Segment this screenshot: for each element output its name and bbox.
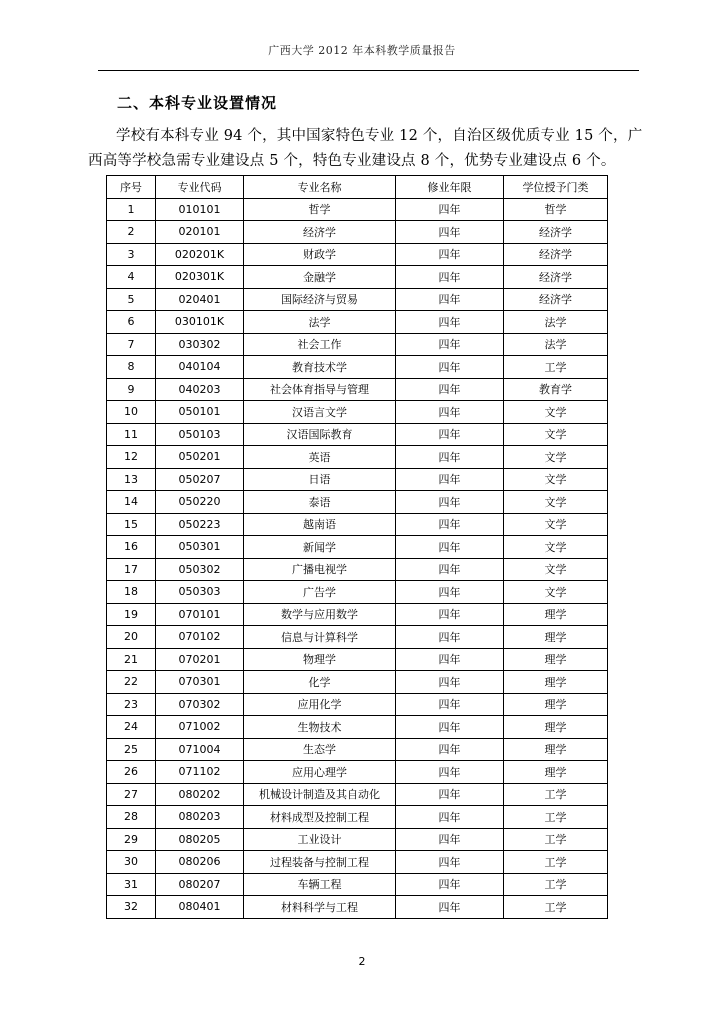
cell-duration: 四年 [396,761,504,784]
table-row [107,468,608,491]
cell-major-name: 泰语 [244,491,396,514]
cell-degree-category: 理学 [504,603,608,626]
cell-degree-category: 理学 [504,626,608,649]
cell-code: 070101 [156,603,244,626]
table-row [107,648,608,671]
cell-major-name: 英语 [244,446,396,469]
cell-duration: 四年 [396,738,504,761]
cell-index: 2 [107,221,156,244]
cell-major-name: 法学 [244,311,396,334]
cell-code: 020401 [156,288,244,311]
cell-degree-category: 经济学 [504,221,608,244]
cell-major-name: 国际经济与贸易 [244,288,396,311]
cell-code: 050101 [156,401,244,424]
cell-duration: 四年 [396,806,504,829]
cell-index: 8 [107,356,156,379]
cell-index: 3 [107,243,156,266]
table-row [107,446,608,469]
cell-duration: 四年 [396,513,504,536]
table-row [107,671,608,694]
cell-index: 15 [107,513,156,536]
cell-major-name: 新闻学 [244,536,396,559]
cell-index: 12 [107,446,156,469]
cell-index: 25 [107,738,156,761]
cell-index: 6 [107,311,156,334]
table-row [107,851,608,874]
cell-degree-category: 理学 [504,693,608,716]
cell-index: 13 [107,468,156,491]
cell-code: 080202 [156,783,244,806]
cell-duration: 四年 [396,896,504,919]
cell-duration: 四年 [396,311,504,334]
table-row [107,828,608,851]
cell-major-name: 经济学 [244,221,396,244]
cell-major-name: 教育技术学 [244,356,396,379]
page-header: 广西大学 2012 年本科教学质量报告 [268,44,456,57]
table-row [107,356,608,379]
cell-index: 11 [107,423,156,446]
cell-code: 050103 [156,423,244,446]
page-number: 2 [358,955,366,968]
cell-index: 5 [107,288,156,311]
cell-major-name: 财政学 [244,243,396,266]
cell-index: 32 [107,896,156,919]
cell-duration: 四年 [396,873,504,896]
table-row [107,221,608,244]
table-row [107,333,608,356]
cell-major-name: 社会体育指导与管理 [244,378,396,401]
cell-index: 21 [107,648,156,671]
cell-duration: 四年 [396,198,504,221]
cell-major-name: 哲学 [244,198,396,221]
cell-degree-category: 文学 [504,401,608,424]
cell-major-name: 应用心理学 [244,761,396,784]
cell-code: 050303 [156,581,244,604]
cell-degree-category: 文学 [504,513,608,536]
cell-major-name: 数学与应用数学 [244,603,396,626]
cell-duration: 四年 [396,783,504,806]
cell-major-name: 生态学 [244,738,396,761]
cell-index: 7 [107,333,156,356]
cell-code: 070302 [156,693,244,716]
cell-duration: 四年 [396,266,504,289]
cell-duration: 四年 [396,243,504,266]
table-row [107,581,608,604]
cell-degree-category: 文学 [504,581,608,604]
cell-code: 071002 [156,716,244,739]
cell-code: 080207 [156,873,244,896]
cell-degree-category: 教育学 [504,378,608,401]
cell-duration: 四年 [396,536,504,559]
cell-degree-category: 文学 [504,491,608,514]
cell-major-name: 车辆工程 [244,873,396,896]
cell-degree-category: 文学 [504,423,608,446]
cell-degree-category: 工学 [504,851,608,874]
cell-degree-category: 文学 [504,558,608,581]
cell-duration: 四年 [396,581,504,604]
cell-major-name: 生物技术 [244,716,396,739]
cell-code: 070301 [156,671,244,694]
cell-code: 080203 [156,806,244,829]
table-row [107,873,608,896]
cell-code: 040203 [156,378,244,401]
cell-code: 010101 [156,198,244,221]
cell-code: 050220 [156,491,244,514]
table-header-row [107,176,608,199]
cell-code: 050301 [156,536,244,559]
cell-code: 071004 [156,738,244,761]
cell-index: 1 [107,198,156,221]
cell-duration: 四年 [396,288,504,311]
cell-duration: 四年 [396,716,504,739]
cell-duration: 四年 [396,468,504,491]
header-code: 专业代码 [156,176,244,199]
cell-code: 050201 [156,446,244,469]
header-major-name: 专业名称 [244,176,396,199]
cell-index: 4 [107,266,156,289]
table-row [107,558,608,581]
cell-degree-category: 工学 [504,828,608,851]
cell-duration: 四年 [396,446,504,469]
cell-duration: 四年 [396,333,504,356]
cell-index: 16 [107,536,156,559]
table-row [107,626,608,649]
cell-index: 23 [107,693,156,716]
cell-code: 020101 [156,221,244,244]
cell-code: 040104 [156,356,244,379]
cell-code: 050207 [156,468,244,491]
cell-duration: 四年 [396,828,504,851]
cell-major-name: 金融学 [244,266,396,289]
cell-degree-category: 理学 [504,671,608,694]
cell-major-name: 应用化学 [244,693,396,716]
cell-major-name: 工业设计 [244,828,396,851]
table-row [107,491,608,514]
cell-major-name: 日语 [244,468,396,491]
table-row [107,378,608,401]
cell-degree-category: 理学 [504,761,608,784]
cell-major-name: 信息与计算科学 [244,626,396,649]
cell-code: 020201K [156,243,244,266]
cell-index: 22 [107,671,156,694]
table-row [107,401,608,424]
table-row [107,513,608,536]
table-row [107,243,608,266]
cell-index: 19 [107,603,156,626]
section-title: 二、本科专业设置情况 [117,94,278,112]
table-row [107,896,608,919]
cell-duration: 四年 [396,378,504,401]
cell-index: 30 [107,851,156,874]
table-row [107,198,608,221]
intro-paragraph [88,124,648,174]
cell-index: 14 [107,491,156,514]
header-index: 序号 [107,176,156,199]
majors-table [106,175,608,919]
cell-index: 24 [107,716,156,739]
table-row [107,806,608,829]
cell-degree-category: 文学 [504,536,608,559]
cell-duration: 四年 [396,603,504,626]
cell-code: 030302 [156,333,244,356]
cell-duration: 四年 [396,648,504,671]
cell-index: 10 [107,401,156,424]
cell-code: 080206 [156,851,244,874]
cell-code: 080401 [156,896,244,919]
intro-text: 学校有本科专业 94 个，其中国家特色专业 12 个，自治区级优质专业 15 个，广西高等学校急需专业建设点 5 个，特色专业建设点 8 个，优势专业建设点 6 个。 [88,128,643,169]
cell-degree-category: 理学 [504,738,608,761]
cell-degree-category: 经济学 [504,288,608,311]
cell-code: 070102 [156,626,244,649]
cell-major-name: 汉语言文学 [244,401,396,424]
cell-major-name: 化学 [244,671,396,694]
cell-code: 030101K [156,311,244,334]
table-row [107,603,608,626]
cell-degree-category: 文学 [504,446,608,469]
table-row [107,716,608,739]
cell-duration: 四年 [396,558,504,581]
cell-major-name: 材料科学与工程 [244,896,396,919]
cell-degree-category: 经济学 [504,243,608,266]
cell-index: 9 [107,378,156,401]
cell-duration: 四年 [396,356,504,379]
cell-degree-category: 经济学 [504,266,608,289]
cell-degree-category: 工学 [504,873,608,896]
cell-major-name: 物理学 [244,648,396,671]
cell-degree-category: 工学 [504,356,608,379]
cell-degree-category: 工学 [504,806,608,829]
cell-major-name: 广播电视学 [244,558,396,581]
cell-degree-category: 法学 [504,333,608,356]
cell-degree-category: 文学 [504,468,608,491]
cell-index: 31 [107,873,156,896]
cell-code: 050223 [156,513,244,536]
table-row [107,783,608,806]
cell-major-name: 过程装备与控制工程 [244,851,396,874]
cell-duration: 四年 [396,693,504,716]
cell-major-name: 汉语国际教育 [244,423,396,446]
cell-index: 17 [107,558,156,581]
cell-code: 071102 [156,761,244,784]
table-row [107,311,608,334]
cell-index: 29 [107,828,156,851]
table-row [107,761,608,784]
cell-code: 080205 [156,828,244,851]
cell-degree-category: 法学 [504,311,608,334]
cell-degree-category: 理学 [504,648,608,671]
table-row [107,693,608,716]
cell-duration: 四年 [396,491,504,514]
cell-major-name: 广告学 [244,581,396,604]
cell-code: 050302 [156,558,244,581]
cell-code: 020301K [156,266,244,289]
cell-index: 18 [107,581,156,604]
cell-duration: 四年 [396,423,504,446]
table-body [107,198,608,918]
table-row [107,536,608,559]
cell-index: 26 [107,761,156,784]
header-rule [98,70,639,71]
cell-major-name: 机械设计制造及其自动化 [244,783,396,806]
cell-major-name: 社会工作 [244,333,396,356]
table-row [107,423,608,446]
cell-degree-category: 理学 [504,716,608,739]
cell-index: 27 [107,783,156,806]
table-row [107,738,608,761]
cell-duration: 四年 [396,626,504,649]
cell-duration: 四年 [396,851,504,874]
cell-duration: 四年 [396,401,504,424]
cell-code: 070201 [156,648,244,671]
cell-duration: 四年 [396,671,504,694]
cell-major-name: 材料成型及控制工程 [244,806,396,829]
cell-duration: 四年 [396,221,504,244]
header-degree-category: 学位授予门类 [504,176,608,199]
cell-index: 20 [107,626,156,649]
cell-major-name: 越南语 [244,513,396,536]
cell-index: 28 [107,806,156,829]
cell-degree-category: 哲学 [504,198,608,221]
cell-degree-category: 工学 [504,783,608,806]
table-row [107,288,608,311]
header-duration: 修业年限 [396,176,504,199]
cell-degree-category: 工学 [504,896,608,919]
table-row [107,266,608,289]
